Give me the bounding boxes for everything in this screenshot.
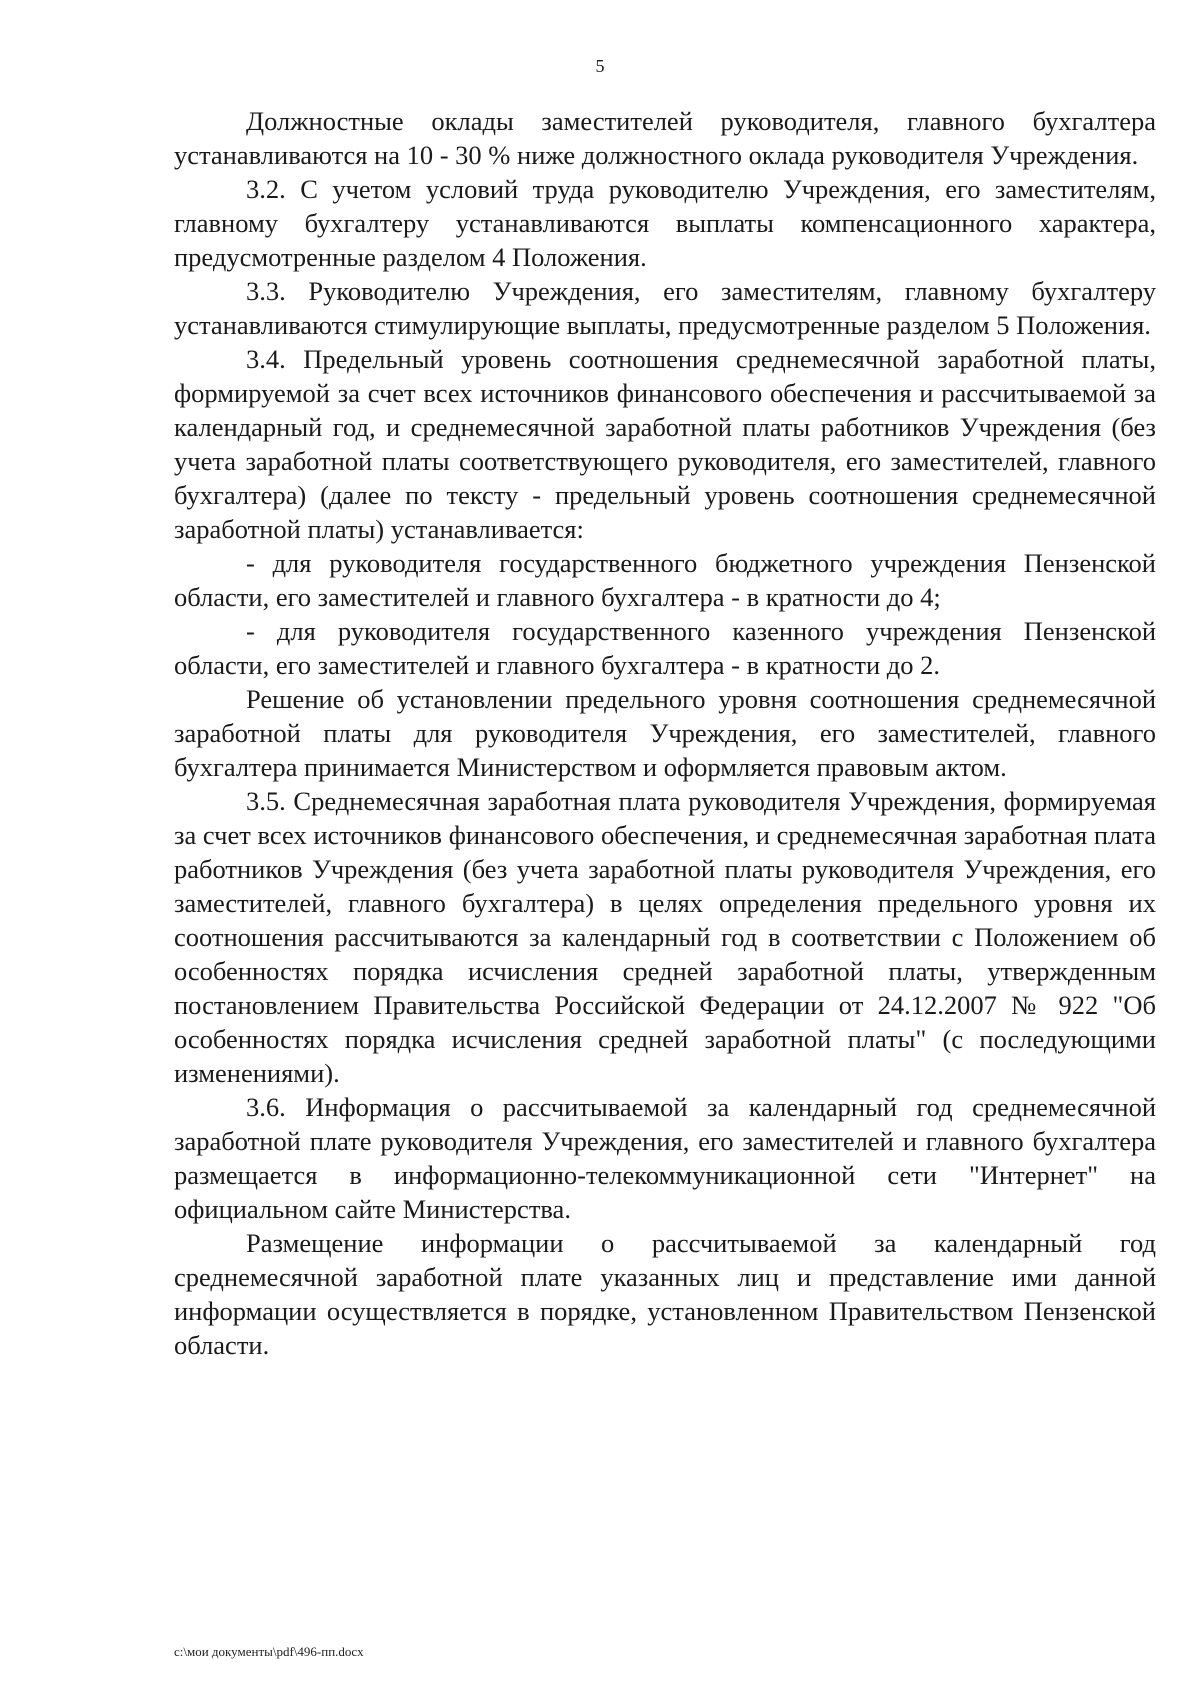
paragraph-3-4: 3.4. Предельный уровень соотношения среднемесячной заработной платы, формируемой за счет всех источников финансового обеспечения и рассчитываемой за календарный год, и среднемесячной заработной платы работников Учреждения (без учета заработной платы соответствующего руководителя, его заместителей, главного бухгалтера) (далее по тексту - предельный уровень соотношения среднемесячной заработной платы) устанавливается: (174, 344, 1156, 544)
paragraph-3-2: 3.2. С учетом условий труда руководителю Учреждения, его заместителям, главному бухгалтеру устанавливаются выплаты компенсационного характера, предусмотренные разделом 4 Положения. (174, 174, 1156, 272)
paragraph-3-5: 3.5. Среднемесячная заработная плата руководителя Учреждения, формируемая за счет всех источников финансового обеспечения, и среднемесячная заработная плата работников Учреждения (без учета заработной платы руководителя Учреждения, его заместителей, главного бухгалтера) в целях определения предельного уровня их соотношения рассчитываются за календарный год в соответствии с Положением об особенностях порядка исчисления средней заработной платы, утвержденным постановлением Правительства Российской Федерации от 24.12.2007 № 922 "Об особенностях порядка исчисления средней заработной платы" (с последующими изменениями). (174, 786, 1156, 1088)
paragraph-publication: Размещение информации о рассчитываемой за календарный год среднемесячной заработной плате указанных лиц и представление ими данной информации осуществляется в порядке, установленном Правительством Пензенской области. (174, 1228, 1156, 1360)
list-item-budget-institution: - для руководителя государственного бюджетного учреждения Пензенской области, его заместителей и главного бухгалтера - в кратности до 4; (174, 548, 1156, 612)
paragraph-decision: Решение об установлении предельного уровня соотношения среднемесячной заработной платы для руководителя Учреждения, его заместителей, главного бухгалтера принимается Министерством и оформляется правовым актом. (174, 684, 1156, 782)
footer-file-path: c:\мои документы\pdf\496-пп.docx (174, 1644, 364, 1659)
paragraph-3-3: 3.3. Руководителю Учреждения, его заместителям, главному бухгалтеру устанавливаются стимулирующие выплаты, предусмотренные разделом 5 Положения. (174, 276, 1156, 340)
list-item-treasury-institution: - для руководителя государственного казенного учреждения Пензенской области, его заместителей и главного бухгалтера - в кратности до 2. (174, 616, 1156, 680)
page-number: 5 (595, 56, 605, 76)
paragraph-3-6: 3.6. Информация о рассчитываемой за календарный год среднемесячной заработной плате руководителя Учреждения, его заместителей и главного бухгалтера размещается в информационно-телекоммуникационной сети "Интернет" на официальном сайте Министерства. (174, 1092, 1156, 1224)
paragraph-deputy-salaries: Должностные оклады заместителей руководителя, главного бухгалтера устанавливаются на 10 - 30 % ниже должностного оклада руководителя Учреждения. (174, 106, 1156, 170)
document-body (174, 104, 1156, 1362)
